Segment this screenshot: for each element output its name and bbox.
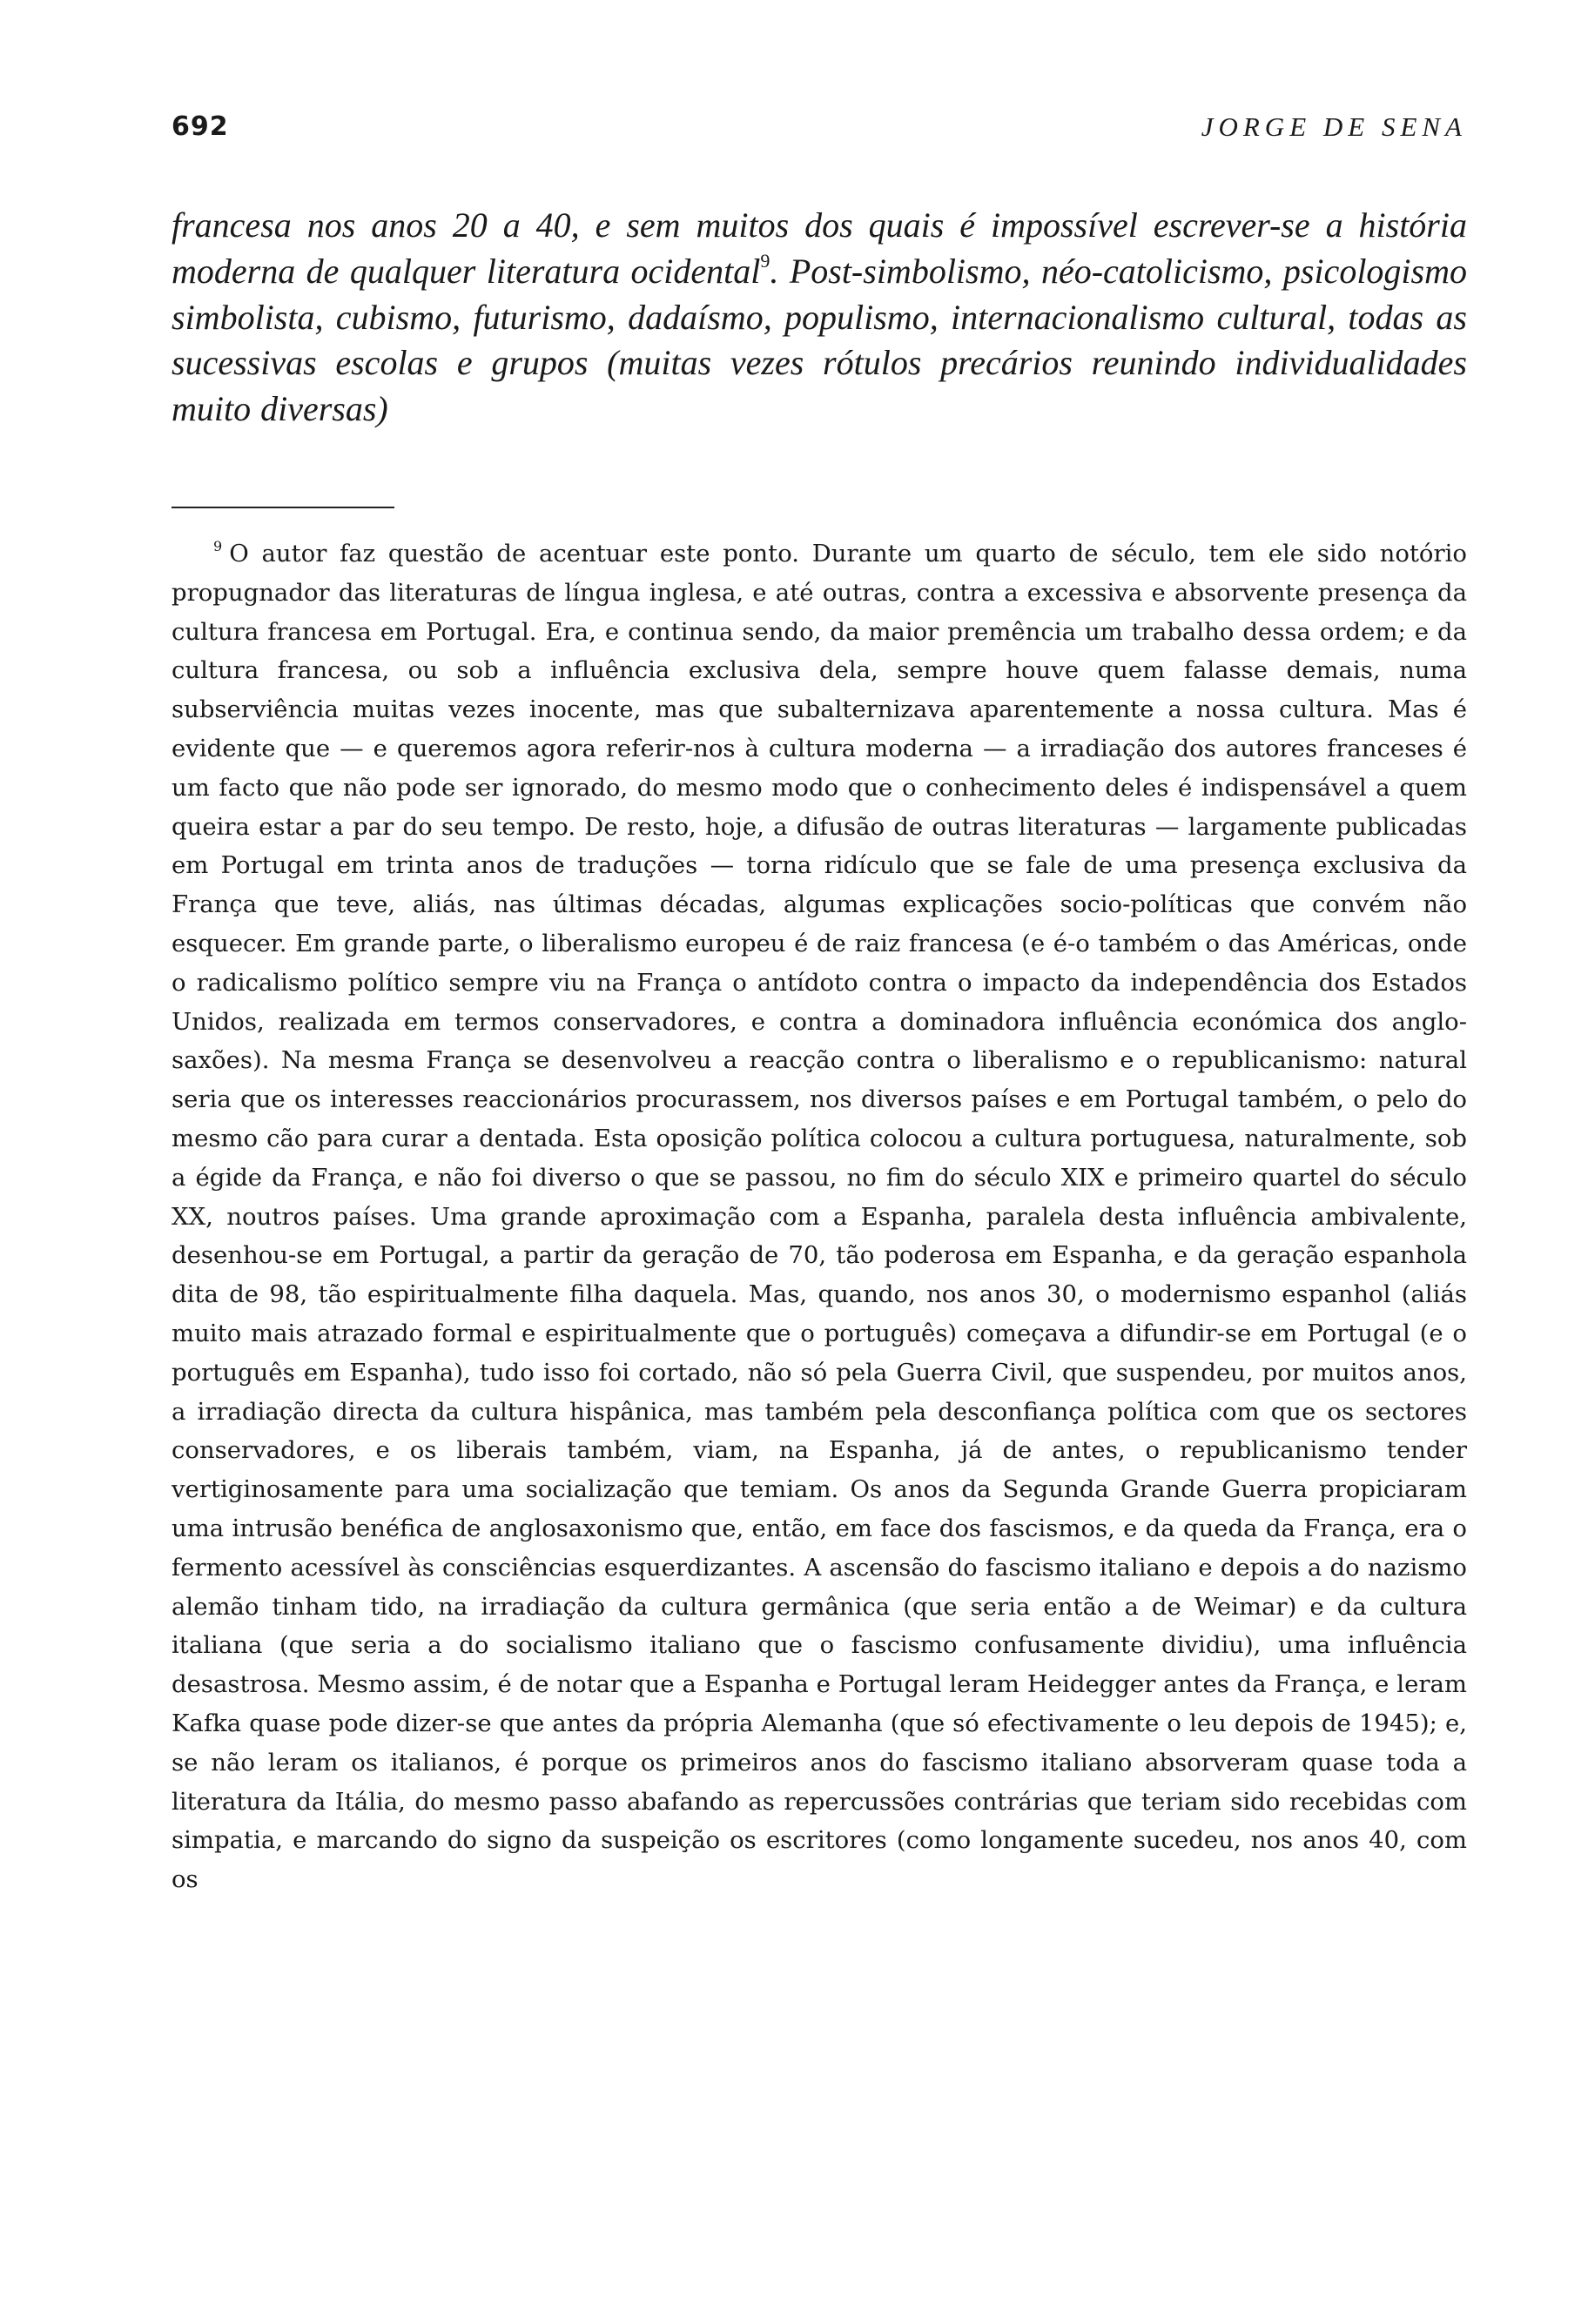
- footnote: [172, 534, 1467, 1899]
- footnote-text: O autor faz questão de acentuar este ponto. Durante um quarto de século, tem ele sido notório propugnador das literaturas de língua inglesa, e até outras, contra a excessiva e absorvente presença da cultura francesa em Portugal. Era, e continua sendo, da maior premência um trabalho dessa ordem; e da cultura francesa, ou sob a influência exclusiva dela, sempre houve quem falasse demais, numa subserviência muitas vezes inocente, mas que subalternizava aparentemente a nossa cultura. Mas é evidente que — e queremos agora referir-nos à cultura moderna — a irradiação dos autores franceses é um facto que não pode ser ignorado, do mesmo modo que o conhecimento deles é indispensável a quem queira estar a par do seu tempo. De resto, hoje, a difusão de outras literaturas — largamente publicadas em Portugal em trinta anos de traduções — torna ridículo que se fale de uma presença exclusiva da França que teve, aliás, nas últimas décadas, algumas explicações socio-políticas que convém não esquecer. Em grande parte, o liberalismo europeu é de raiz francesa (e é-o também o das Américas, onde o radicalismo político sempre viu na França o antídoto contra o impacto da independência dos Estados Unidos, realizada em termos conservadores, e contra a dominadora influência económica dos anglo-saxões). Na mesma França se desenvolveu a reacção contra o liberalismo e o republicanismo: natural seria que os interesses reaccionários procurassem, nos diversos países e em Portugal também, o pelo do mesmo cão para curar a dentada. Esta oposição política colocou a cultura portuguesa, naturalmente, sob a égide da França, e não foi diverso o que se passou, no fim do século XIX e primeiro quartel do século XX, noutros países. Uma grande aproximação com a Espanha, paralela desta influência ambivalente, desenhou-se em Portugal, a partir da geração de 70, tão poderosa em Espanha, e da geração espanhola dita de 98, tão espiritualmente filha daquela. Mas, quando, nos anos 30, o modernismo espanhol (aliás muito mais atrazado formal e espiritualmente que o português) começava a difundir-se em Portugal (e o português em Espanha), tudo isso foi cortado, não só pela Guerra Civil, que suspendeu, por muitos anos, a irradiação directa da cultura hispânica, mas também pela desconfiança política com que os sectores conservadores, e os liberais também, viam, na Espanha, já de antes, o republicanismo tender vertiginosamente para uma socialização que temiam. Os anos da Segunda Grande Guerra propiciaram uma intrusão benéfica de anglosaxonismo que, então, em face dos fascismos, e da queda da França, era o fermento acessível às consciências esquerdizantes. A ascensão do fascismo italiano e depois a do nazismo alemão tinham tido, na irradiação da cultura germânica (que seria então a de Weimar) e da cultura italiana (que seria a do socialismo italiano que o fascismo confusamente dividiu), uma influência desastrosa. Mesmo assim, é de notar que a Espanha e Portugal leram Heidegger antes da França, e leram Kafka quase pode dizer-se que antes da própria Alemanha (que só efectivamente o leu depois de 1945); e, se não leram os italianos, é porque os primeiros anos do fascismo italiano absorveram quase toda a literatura da Itália, do mesmo passo abafando as repercussões contrárias que teriam sido recebidas com simpatia, e marcando do signo da suspeição os escritores (como longamente sucedeu, nos anos 40, com os: [172, 540, 1467, 1894]
- main-text-before-note: francesa nos anos 20 a 40, e sem muitos dos quais é impossível escrever-se a história moderna de qualquer literatura ocidental: [172, 205, 1467, 291]
- main-text-paragraph: [172, 203, 1467, 433]
- footnote-marker: 9: [213, 538, 223, 554]
- footnote-separator: [172, 507, 394, 508]
- page-header: [172, 111, 1467, 155]
- main-text-after-note: . Post-simbolismo, néo-catolicismo, psicologismo simbolista, cubismo, futurismo, dadaísmo, populismo, internacionalismo cultural, todas as sucessivas escolas e grupos (muitas vezes rótulos precários reunindo individualidades muito diversas): [172, 251, 1467, 429]
- footnote-reference: 9: [760, 249, 770, 272]
- page-number: 692: [172, 111, 229, 142]
- running-head: JORGE DE SENA: [1201, 111, 1467, 142]
